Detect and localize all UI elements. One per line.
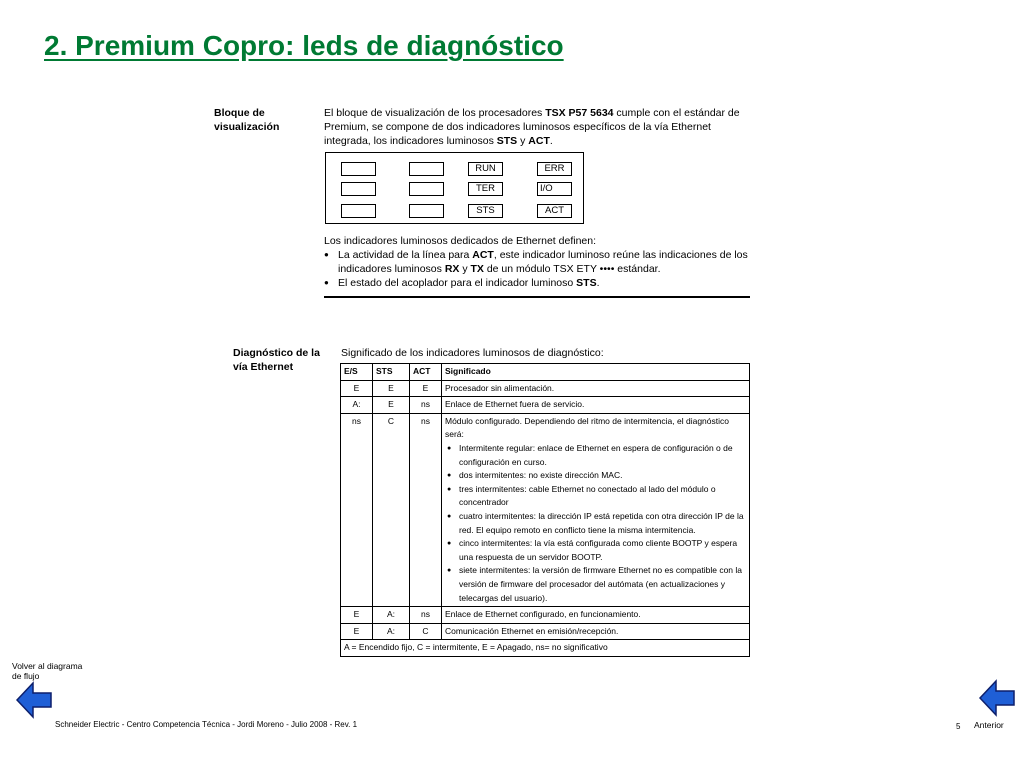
diag-heading: Significado de los indicadores luminosos de diagnóstico:: [341, 347, 604, 359]
back-label-line2: de flujo: [12, 671, 40, 681]
led-panel: [325, 152, 584, 224]
bullet-text: y: [459, 263, 471, 275]
cell-act: ns: [410, 607, 442, 624]
bloque-label: [214, 106, 279, 134]
list-item: ● cuatro intermitentes: la dirección IP está repetida con otra dirección IP de la red. El equipo remoto en conflicto tiene la misma intermitencia.: [445, 510, 746, 537]
led-blank: [341, 182, 376, 196]
intro-product: TSX P57 5634: [545, 107, 614, 119]
cell-sts: E: [373, 397, 410, 414]
led-ter: TER: [468, 182, 503, 196]
cell-act: ns: [410, 413, 442, 606]
intro-text: El bloque de visualización de los procesadores: [324, 107, 546, 119]
diag-label-line1: Diagnóstico de la: [233, 347, 320, 359]
back-arrow-icon[interactable]: [16, 681, 52, 719]
defs-heading: Los indicadores luminosos dedicados de Ethernet definen:: [324, 235, 597, 247]
page-number: 5: [956, 722, 961, 731]
cell-es: A:: [341, 397, 373, 414]
intro-text: y: [517, 135, 529, 147]
list-item: ● dos intermitentes: no existe dirección MAC.: [445, 469, 746, 483]
bullet-text: El estado del acoplador para el indicador luminoso: [338, 277, 577, 289]
bullet-text: de un módulo TSX ETY •••• estándar.: [483, 263, 661, 275]
list-item: ● cinco intermitentes: la vía está configurada como cliente BOOTP y espera una respuesta de un servidor BOOTP.: [445, 537, 746, 564]
previous-arrow-icon[interactable]: [979, 679, 1015, 717]
bullet-text: , este indicador luminoso reúne las indicaciones de los indicadores luminosos: [338, 249, 748, 275]
col-act: ACT: [410, 364, 442, 381]
list-item: ● tres intermitentes: cable Ethernet no conectado al lado del módulo o concentrador: [445, 483, 746, 510]
diag-table: [340, 363, 750, 657]
intro-act: ACT: [528, 135, 550, 147]
bloque-defs: [324, 234, 754, 290]
col-es: E/S: [341, 364, 373, 381]
cell-significado-text: Módulo configurado. Dependiendo del ritmo de intermitencia, el diagnóstico será:: [445, 415, 729, 440]
led-err: ERR: [537, 162, 572, 176]
back-label-line1: Volver al diagrama: [12, 661, 83, 671]
led-run: RUN: [468, 162, 503, 176]
diag-label: [233, 346, 320, 374]
cell-significado: [442, 413, 750, 606]
diag-label-line2: vía Ethernet: [233, 361, 294, 373]
led-blank: [341, 204, 376, 218]
col-significado: Significado: [442, 364, 750, 381]
bullet-text: .: [596, 277, 600, 289]
defs-bullet-sts: [324, 276, 754, 290]
bullet-bold: RX: [444, 263, 460, 275]
table-row: [341, 607, 750, 624]
table-row: [341, 397, 750, 414]
footer: Schneider Electric - Centro Competencia Técnica - Jordi Moreno - Julio 2008 - Rev. 1: [55, 720, 358, 729]
cell-act: ns: [410, 397, 442, 414]
bloque-label-line1: Bloque de: [214, 107, 265, 119]
table-legend-row: [341, 640, 750, 657]
cell-significado: Comunicación Ethernet en emisión/recepción.: [442, 623, 750, 640]
intro-sts: STS: [496, 135, 518, 147]
cell-significado: Procesador sin alimentación.: [442, 380, 750, 397]
cell-sts: A:: [373, 623, 410, 640]
list-item: ● siete intermitentes: la versión de firmware Ethernet no es compatible con la versión de firmware del procesador del autómata (en actualizaciones y telecargas del usuario).: [445, 564, 746, 605]
cell-significado: Enlace de Ethernet configurado, en funcionamiento.: [442, 607, 750, 624]
cell-sts: E: [373, 380, 410, 397]
led-blank: [409, 182, 444, 196]
cell-es: E: [341, 607, 373, 624]
back-to-flow-label[interactable]: [12, 661, 82, 681]
list-item: ● Intermitente regular: enlace de Ethernet en espera de configuración o de configuración en curso.: [445, 442, 746, 469]
bullet-bold: ACT: [472, 249, 494, 261]
led-blank: [409, 204, 444, 218]
bullet-text: La actividad de la línea para: [338, 249, 473, 261]
led-io: I/O: [537, 182, 572, 196]
cell-sts: C: [373, 413, 410, 606]
previous-label[interactable]: Anterior: [974, 720, 1004, 730]
bullet-bold: STS: [576, 277, 597, 289]
bloque-intro: [324, 106, 754, 148]
cell-es: E: [341, 623, 373, 640]
col-sts: STS: [373, 364, 410, 381]
table-row: [341, 380, 750, 397]
defs-bullet-act: [324, 248, 754, 276]
led-blank: [341, 162, 376, 176]
table-row: [341, 623, 750, 640]
cell-significado: Enlace de Ethernet fuera de servicio.: [442, 397, 750, 414]
bloque-label-line2: visualización: [214, 121, 280, 133]
led-act: ACT: [537, 204, 572, 218]
cell-act: C: [410, 623, 442, 640]
led-blank: [409, 162, 444, 176]
intro-text: .: [549, 135, 553, 147]
table-row: [341, 413, 750, 606]
blink-list: [445, 442, 746, 605]
table-legend: A = Encendido fijo, C = intermitente, E = Apagado, ns= no significativo: [341, 640, 750, 657]
cell-es: E: [341, 380, 373, 397]
intro-text: cumple con el estándar de Premium, se compone de dos indicadores luminosos específicos de la vía Ethernet integrada, los indicadores luminosos: [324, 107, 740, 147]
cell-sts: A:: [373, 607, 410, 624]
cell-act: E: [410, 380, 442, 397]
bullet-bold: TX: [470, 263, 484, 275]
led-sts: STS: [468, 204, 503, 218]
cell-es: ns: [341, 413, 373, 606]
table-header-row: [341, 364, 750, 381]
section-divider: [324, 296, 750, 298]
page-title: 2. Premium Copro: leds de diagnóstico: [44, 30, 564, 61]
